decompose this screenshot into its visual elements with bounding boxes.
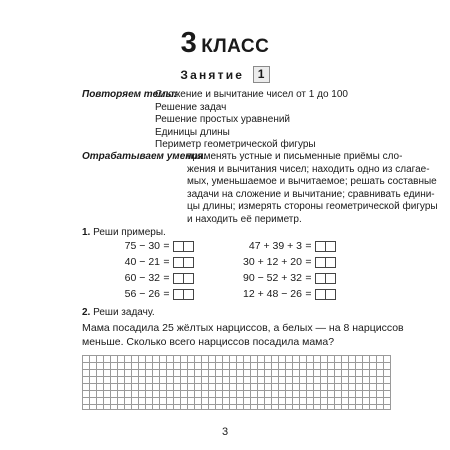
review-topic-item: Сложение и вычитание чисел от 1 до 100 (155, 89, 348, 100)
skills-text-line: цы длины; измерять стороны геометрической фигуры (187, 201, 438, 213)
equals-sign: = (305, 240, 312, 253)
word-problem (82, 321, 404, 349)
answer-cell[interactable] (173, 257, 184, 268)
example-expression: 40 − 21 (124, 256, 160, 269)
answer-cell[interactable] (326, 289, 336, 300)
skills-text-line: задачи на сложение и вычитание; сравнивать едини- (187, 188, 435, 200)
example-expression: 90 − 52 + 32 (243, 272, 302, 285)
answer-cell[interactable] (184, 289, 194, 300)
skills-text-line: применять устные и письменные приёмы сло- (187, 151, 403, 162)
answer-cell[interactable] (315, 241, 326, 252)
example-row (230, 288, 336, 300)
example-expression: 56 − 26 (124, 288, 160, 301)
review-topics-list (155, 89, 348, 152)
task2-instruction: Реши задачу. (93, 307, 155, 318)
task1-instruction: Реши примеры. (93, 227, 166, 238)
answer-cell[interactable] (326, 273, 336, 284)
answer-cell[interactable] (173, 241, 184, 252)
equals-sign: = (163, 272, 170, 285)
answer-cell[interactable] (326, 257, 336, 268)
equals-sign: = (163, 256, 170, 269)
word-problem-line: меньше. Сколько всего нарциссов посадила мама? (82, 336, 335, 348)
example-expression: 75 − 30 (124, 240, 160, 253)
example-row (88, 288, 194, 300)
answer-cell[interactable] (315, 289, 326, 300)
example-row (230, 272, 336, 284)
example-row (88, 256, 194, 268)
skills-text-line: жения и вычитания чисел; находить одно из слагае- (187, 163, 430, 175)
lesson-number-box: 1 (253, 66, 270, 83)
example-expression: 60 − 32 (124, 272, 160, 285)
equals-sign: = (163, 288, 170, 301)
example-row (230, 240, 336, 252)
answer-cell[interactable] (184, 257, 194, 268)
example-row (88, 240, 194, 252)
example-expression: 47 + 39 + 3 (248, 240, 302, 253)
task1-heading (82, 227, 166, 238)
example-expression: 30 + 12 + 20 (243, 256, 302, 269)
review-topic-item: Решение задач (155, 101, 227, 113)
review-topic-item: Периметр геометрической фигуры (155, 139, 316, 150)
review-topic-item: Решение простых уравнений (155, 114, 291, 125)
grade-word: КЛАСС (201, 36, 270, 57)
example-row (88, 272, 194, 284)
skills-label: Отрабатываем умения: (82, 151, 207, 162)
answer-cell[interactable] (184, 273, 194, 284)
equals-sign: = (305, 256, 312, 269)
skills-text-line: мых, уменьшаемое и вычитаемое; решать составные (187, 176, 437, 188)
lesson-heading (0, 66, 450, 84)
task2-heading (82, 307, 155, 318)
word-problem-line: Мама посадила 25 жёлтых нарциссов, а белых — на 8 нарциссов (82, 322, 404, 334)
task2-number: 2. (82, 307, 91, 318)
grade-number: 3 (180, 27, 197, 59)
example-expression: 12 + 48 − 26 (243, 288, 302, 301)
answer-cell[interactable] (173, 273, 184, 284)
equals-sign: = (163, 240, 170, 253)
example-row (230, 256, 336, 268)
answer-cell[interactable] (173, 289, 184, 300)
page-number: 3 (221, 426, 229, 438)
answer-cell[interactable] (315, 273, 326, 284)
equals-sign: = (305, 288, 312, 301)
skills-text-line: и находить её периметр. (187, 214, 302, 225)
grade-title (0, 29, 450, 58)
answer-cell[interactable] (184, 241, 194, 252)
task1-number: 1. (82, 227, 91, 238)
review-topic-item: Единицы длины (155, 126, 230, 138)
review-topics-label: Повторяем темы: (82, 89, 178, 100)
answer-cell[interactable] (315, 257, 326, 268)
lesson-label: Занятие (180, 67, 245, 82)
equals-sign: = (305, 272, 312, 285)
answer-grid[interactable] (82, 355, 391, 410)
answer-cell[interactable] (326, 241, 336, 252)
